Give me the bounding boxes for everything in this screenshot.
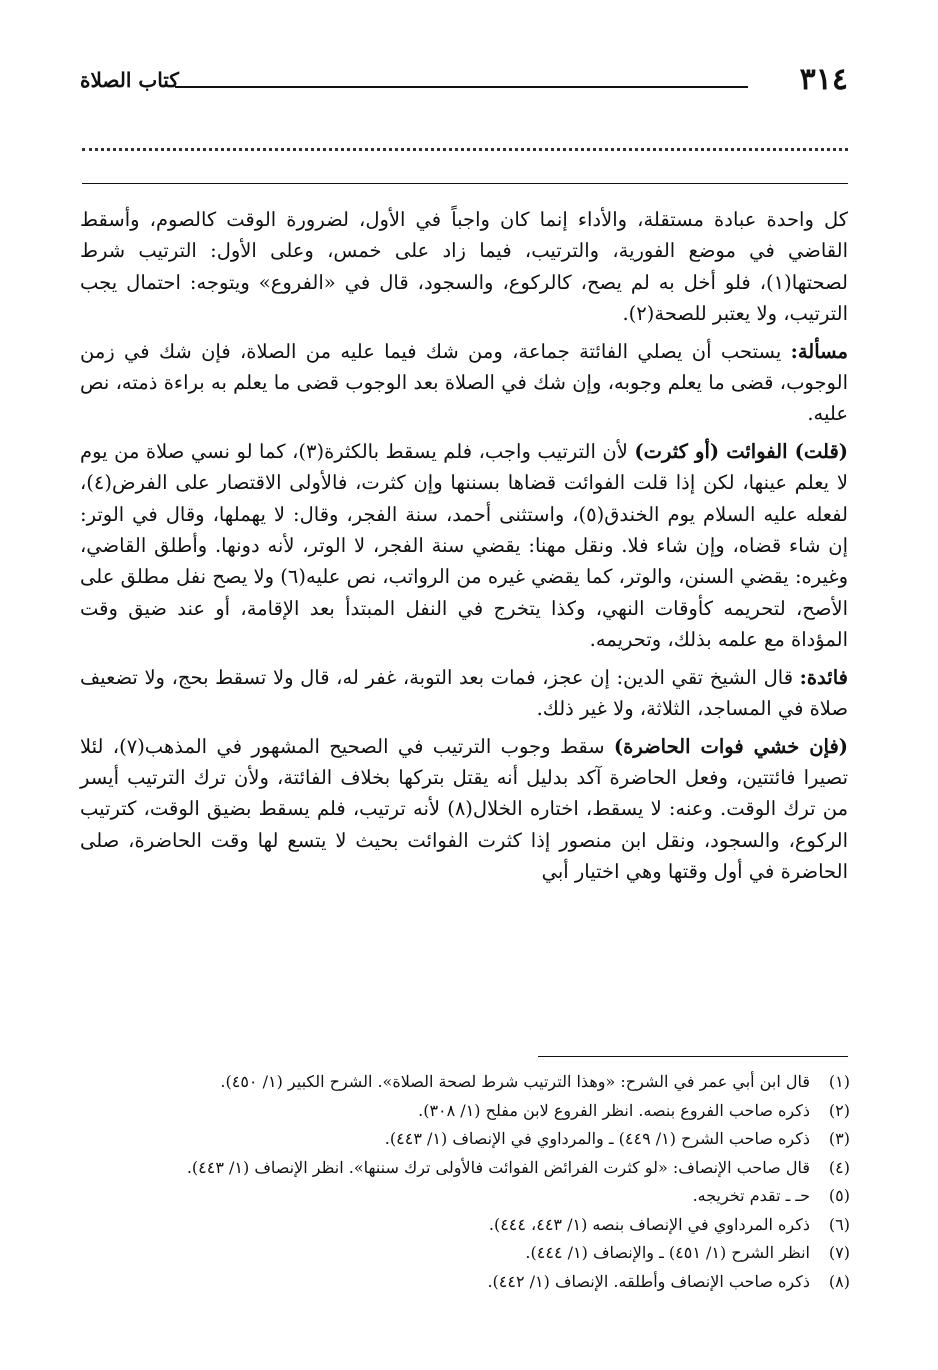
text-line: الفوائت بحيث لا يتسع لها وقت الحاضرة، صلى الحاضرة في أول وقتها وهي اختيار أبي	[80, 828, 848, 884]
text-line: يستحب أن يصلي الفائتة جماعة، ومن شك فيما عليه من الصلاة، فإن	[201, 339, 791, 363]
footnote-text: ذكره المرداوي في الإنصاف بنصه (١/ ٤٤٣، ٤٤٤).	[488, 1214, 810, 1234]
text-line: سنة الفجر، وقال: لا يهملها، وقال في الوتر: إن شاء قضاه، وإن شاء فلا. ونقل مهنا:	[80, 502, 849, 558]
paragraph-3	[80, 436, 848, 656]
text-line: يقضي سنة الفجر، لا الوتر، لأنه دونها. وأطلق القاضي، وغيره: يقضي السنن، والوتر،	[80, 534, 849, 589]
footnotes	[80, 1068, 850, 1296]
paragraph-1	[80, 204, 848, 330]
paragraph-lead: (فإن خشي فوات الحاضرة)	[613, 734, 849, 758]
paragraph-lead: مسألة:	[790, 339, 849, 363]
main-text	[80, 204, 848, 894]
footnote-text: ذكره صاحب الفروع بنصه. انظر الفروع لابن مفلح (١/ ٣٠٨).	[418, 1100, 810, 1120]
footnote-number: (٣)	[828, 1129, 850, 1148]
text-line: شك في زمن الوجوب، قضى ما يعلم وجوبه، وإن شك في الصلاة بعد الوجوب قضى	[80, 339, 848, 395]
text-line: فالأولى الاقتصار على الفرض(٤)، لفعله عليه السلام يوم الخندق(٥)، واستثنى أحمد،	[80, 471, 848, 526]
footnote-number: (٨)	[828, 1271, 850, 1291]
text-line: سقط وجوب الترتيب في الصحيح المشهور في	[216, 734, 614, 758]
footnote-text: حـ ـ تقدم تخريجه.	[692, 1186, 810, 1205]
text-line: وأسقط القاضي في موضع الفورية، والترتيب، فيما زاد على خمس، وعلى الأول:	[80, 208, 848, 263]
footnote-number: (٥)	[828, 1186, 850, 1205]
text-top-rule	[82, 183, 848, 184]
text-line: كما يقضي غيره من الرواتب، نص عليه(٦) ولا يصح نفل مطلق على الأصح، لتحريمه	[80, 565, 848, 620]
dotted-divider	[82, 148, 848, 151]
footnote	[80, 1211, 850, 1240]
footnote	[80, 1068, 850, 1097]
text-line: ما يعلم به براءة ذمته، نص عليه.	[80, 371, 848, 426]
text-line: الفائتة، ولأن ترك الترتيب أيسر من ترك الوقت. وعنه: لا يسقط، اختاره الخلال(٨) لأنه	[80, 765, 849, 821]
text-line: المذهب(٧)، لئلا تصيرا فائتتين، وفعل الحاضرة آكد بدليل أنه يقتل بتركها بخلاف	[80, 734, 848, 789]
paragraph-2	[80, 336, 848, 430]
footnote-number: (٢)	[828, 1100, 850, 1120]
text-line: ويتوجه: احتمال يجب الترتيب، ولا يعتبر للصحة(٢).	[80, 270, 848, 326]
running-title: كتاب الصلاة	[80, 68, 179, 92]
footnote	[80, 1097, 850, 1126]
footnote-rule	[538, 1056, 848, 1057]
paragraph-lead: (قلت) الفوائت (أو كثرت)	[634, 439, 849, 463]
footnote-number: (٤)	[828, 1157, 850, 1177]
footnote	[80, 1182, 850, 1211]
footnote-text: ذكره صاحب الإنصاف وأطلقه. الإنصاف (١/ ٤٤٢).	[487, 1271, 810, 1291]
page-header	[80, 58, 848, 98]
text-line: لأن الترتيب واجب، فلم يسقط بالكثرة(٣)، كما لو	[236, 439, 635, 463]
footnote	[80, 1239, 850, 1268]
text-line: ترتيب، فلم يسقط بضيق الوقت، كترتيب الركوع، والسجود، ونقل ابن منصور إذا كثرت	[80, 797, 849, 852]
footnote	[80, 1268, 850, 1297]
text-line: نسي صلاة من يوم لا يعلم عينها، لكن إذا قلت الفوائت قضاها بسننها وإن كثرت،	[80, 439, 848, 495]
footnote-text: قال صاحب الإنصاف: «لو كثرت الفرائض الفوائت فالأولى ترك سننها». انظر الإنصاف (١/ ٤٤٣).	[186, 1157, 810, 1177]
footnote	[80, 1125, 850, 1154]
footnote-number: (٧)	[828, 1243, 850, 1262]
footnote-text: انظر الشرح (١/ ٤٥١) ـ والإنصاف (١/ ٤٤٤).	[525, 1243, 810, 1262]
header-rule	[175, 86, 748, 88]
text-line: الترتيب شرط لصحتها(١)، فلو أخل به لم يصح، كالركوع، والسجود، قال في «الفروع»	[80, 239, 849, 294]
text-line: قال الشيخ تقي الدين: إن عجز، فمات بعد التوبة، غفر له، قال ولا تسقط	[215, 665, 800, 689]
footnote-text: ذكره صاحب الشرح (١/ ٤٤٩) ـ والمرداوي في الإنصاف (١/ ٤٤٣).	[384, 1129, 810, 1148]
page-number: ٣١٤	[799, 62, 848, 97]
text-line: بحج، ولا تضعيف صلاة في المساجد، الثلاثة، ولا غير ذلك.	[80, 665, 848, 721]
footnote-text: قال ابن أبي عمر في الشرح: «وهذا الترتيب شرط لصحة الصلاة». الشرح الكبير (١/ ٤٥٠).	[220, 1072, 810, 1091]
paragraph-4	[80, 662, 848, 725]
text-line: كأوقات النهي، وكذا يتخرج في النفل المبتدأ بعد الإقامة، أو عند ضيق وقت المؤداة مع	[80, 596, 848, 652]
text-line: كل واحدة عبادة مستقلة، والأداء إنما كان واجباً في الأول، لضرورة الوقت كالصوم،	[149, 208, 849, 231]
text-line: علمه بذلك، وتحريمه.	[589, 628, 758, 652]
paragraph-lead: فائدة:	[799, 665, 848, 689]
footnote-number: (١)	[828, 1072, 850, 1091]
footnote-number: (٦)	[828, 1214, 850, 1234]
paragraph-5	[80, 731, 848, 888]
footnote	[80, 1154, 850, 1183]
